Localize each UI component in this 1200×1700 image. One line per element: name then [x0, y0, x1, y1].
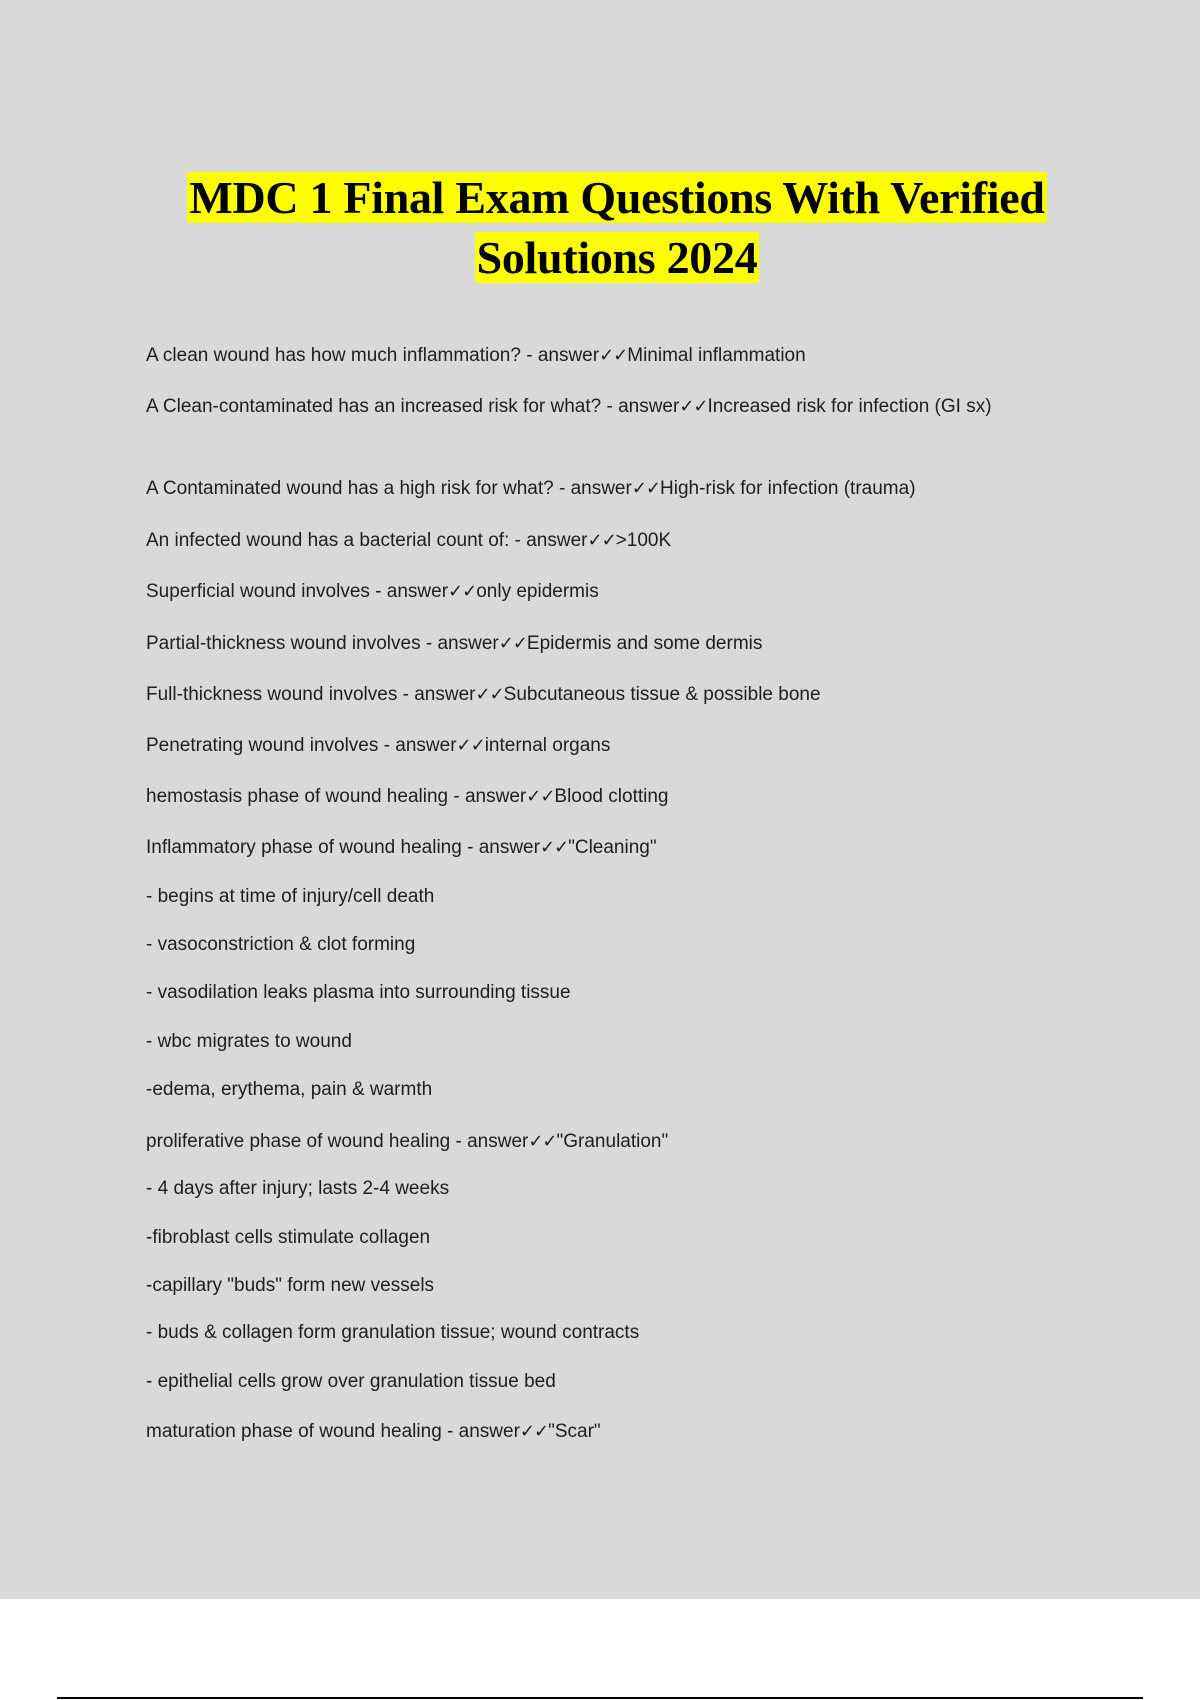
answer-label: answer: [570, 478, 632, 499]
document-title: [0, 168, 1200, 288]
question-text: An infected wound has a bacterial count of: -: [146, 530, 527, 551]
qa-item: [146, 576, 1076, 608]
note-line: - 4 days after injury; lasts 2-4 weeks: [146, 1178, 450, 1199]
double-check-icon: ✓✓: [679, 396, 708, 417]
answer-text: "Granulation": [556, 1131, 669, 1152]
question-text: A clean wound has how much inflammation? -: [146, 345, 538, 366]
note-line: - vasoconstriction & clot forming: [146, 934, 416, 955]
note-line: - begins at time of injury/cell death: [146, 886, 435, 907]
note-line: -edema, erythema, pain & warmth: [146, 1079, 433, 1100]
answer-text: "Cleaning": [568, 837, 657, 858]
answer-text: Increased risk for infection (GI sx): [707, 396, 992, 417]
answer-text: only epidermis: [476, 581, 599, 602]
note-line: -fibroblast cells stimulate collagen: [146, 1227, 431, 1248]
title-line-2: Solutions 2024: [476, 232, 758, 283]
question-text: maturation phase of wound healing -: [146, 1421, 459, 1442]
qa-item: [146, 1126, 1076, 1158]
qa-item: [146, 1416, 1076, 1448]
question-text: A Contaminated wound has a high risk for what? -: [146, 478, 571, 499]
double-check-icon: ✓✓: [448, 581, 477, 602]
title-line-1: MDC 1 Final Exam Questions With Verified: [189, 172, 1045, 223]
double-check-icon: ✓✓: [587, 530, 616, 551]
qa-item: [146, 473, 1076, 505]
double-check-icon: ✓✓: [475, 684, 504, 705]
answer-label: answer: [437, 633, 499, 654]
double-check-icon: ✓✓: [631, 478, 660, 499]
note-line: - buds & collagen form granulation tissue; wound contracts: [146, 1322, 640, 1343]
question-text: Superficial wound involves -: [146, 581, 387, 602]
double-check-icon: ✓✓: [456, 735, 485, 756]
answer-label: answer: [395, 735, 457, 756]
double-check-icon: ✓✓: [526, 786, 555, 807]
answer-text: internal organs: [484, 735, 611, 756]
answer-text: Epidermis and some dermis: [526, 633, 763, 654]
note-line: - epithelial cells grow over granulation tissue bed: [146, 1371, 556, 1392]
qa-item: [146, 628, 1076, 660]
double-check-icon: ✓✓: [498, 633, 527, 654]
double-check-icon: ✓✓: [599, 345, 628, 366]
question-text: A Clean-contaminated has an increased risk for what? -: [146, 396, 619, 417]
answer-text: Blood clotting: [554, 786, 669, 807]
answer-text: High-risk for infection (trauma): [660, 478, 916, 499]
qa-item: [146, 525, 1076, 557]
qa-item: [146, 832, 1076, 864]
qa-item: [146, 391, 1076, 423]
question-text: Full-thickness wound involves -: [146, 684, 415, 705]
answer-label: answer: [458, 1421, 520, 1442]
answer-text: Minimal inflammation: [627, 345, 806, 366]
note-line: - wbc migrates to wound: [146, 1031, 352, 1052]
question-text: hemostasis phase of wound healing -: [146, 786, 465, 807]
double-check-icon: ✓✓: [539, 837, 569, 858]
double-check-icon: ✓✓: [528, 1131, 557, 1152]
answer-label: answer: [414, 684, 476, 705]
question-text: proliferative phase of wound healing -: [146, 1131, 468, 1152]
note-line: -capillary "buds" form new vessels: [146, 1275, 435, 1296]
answer-label: answer: [467, 1131, 529, 1152]
question-text: Partial-thickness wound involves -: [146, 633, 438, 654]
qa-item: [146, 730, 1076, 762]
qa-item: [146, 781, 1076, 813]
double-check-icon: ✓✓: [519, 1421, 549, 1442]
answer-text: >100K: [615, 530, 672, 551]
question-text: Inflammatory phase of wound healing -: [146, 837, 479, 858]
answer-label: answer: [478, 837, 540, 858]
answer-label: answer: [526, 530, 588, 551]
answer-text: "Scar": [548, 1421, 601, 1442]
answer-label: answer: [464, 786, 527, 807]
answer-text: Subcutaneous tissue & possible bone: [503, 684, 821, 705]
answer-label: answer: [537, 345, 600, 366]
footer-divider: [57, 1697, 1143, 1699]
question-text: Penetrating wound involves -: [146, 735, 396, 756]
answer-label: answer: [386, 581, 449, 602]
qa-item: [146, 340, 1076, 372]
qa-item: [146, 679, 1076, 711]
note-line: - vasodilation leaks plasma into surrounding tissue: [146, 982, 571, 1003]
answer-label: answer: [618, 396, 680, 417]
